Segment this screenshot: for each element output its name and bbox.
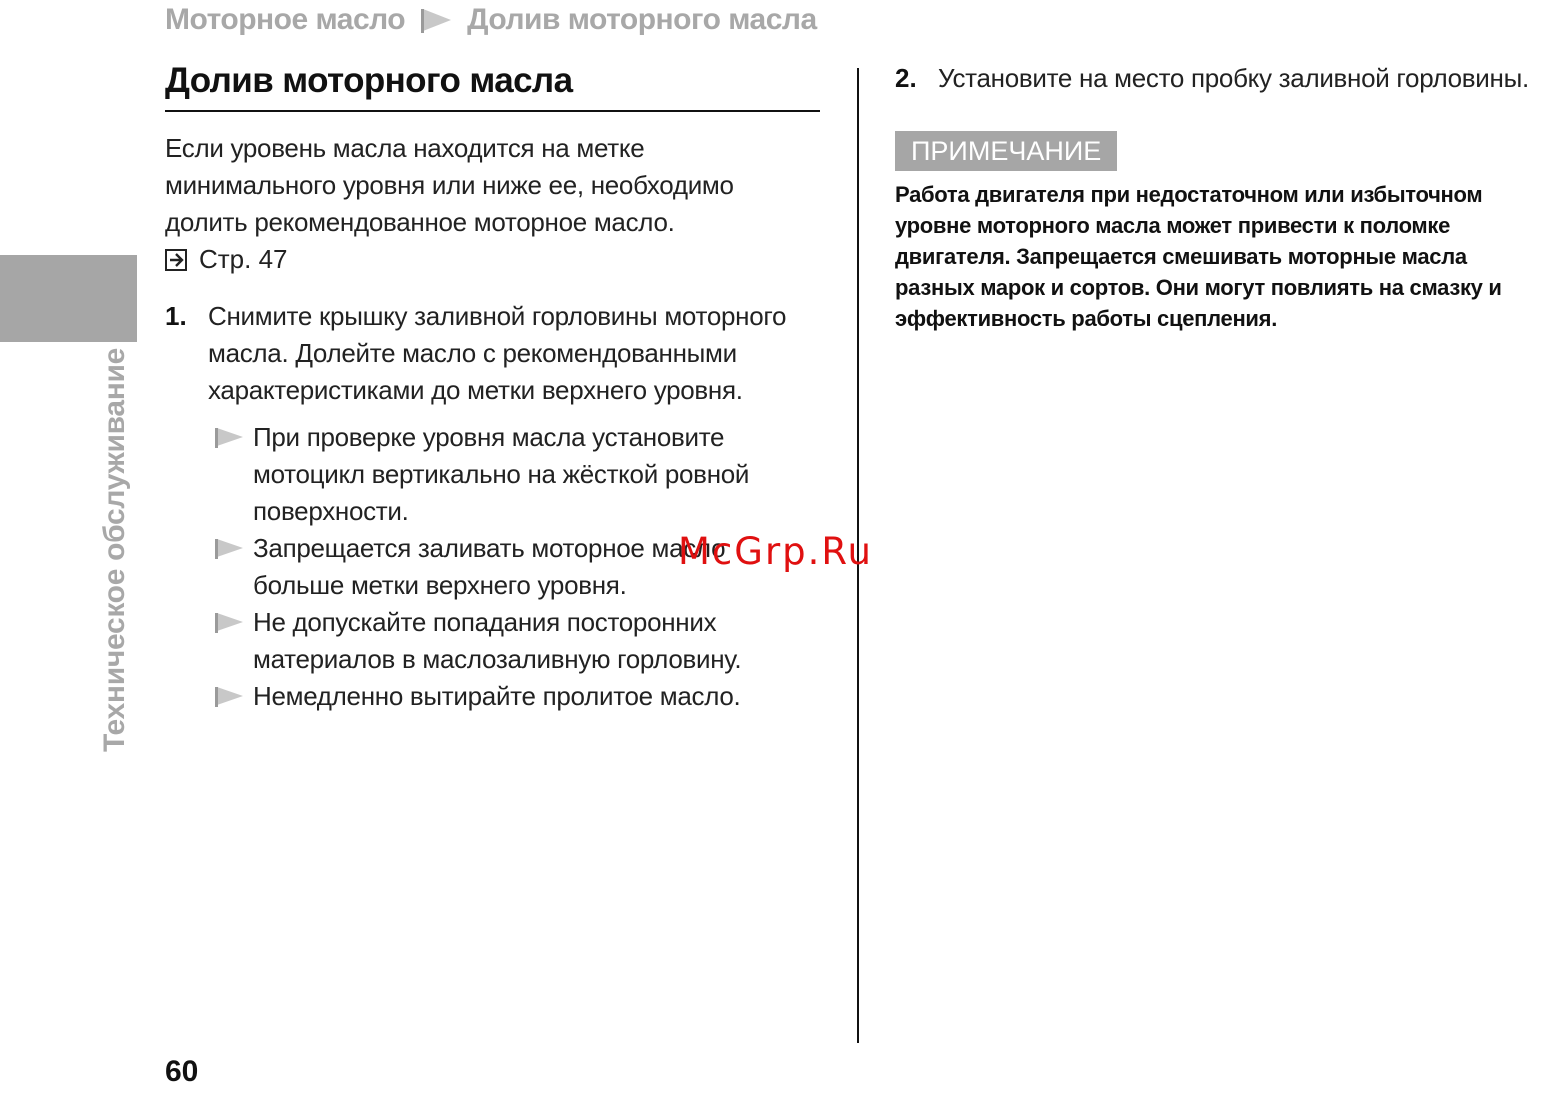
intro-paragraph: Если уровень масла находится на метке минимального уровня или ниже ее, необходимо долить рекомендованное моторное масло.	[165, 133, 734, 237]
list-item-text: При проверке уровня масла установите мотоцикл вертикально на жёсткой ровной поверхности.	[253, 422, 750, 526]
list-item-text: Немедленно вытирайте пролитое масло.	[253, 681, 741, 711]
breadcrumb-section: Моторное масло	[165, 3, 406, 36]
step-2	[895, 60, 1540, 97]
left-column	[165, 60, 820, 719]
page-title: Долив моторного масла	[165, 60, 820, 112]
step-number: 1.	[165, 301, 187, 331]
arrow-right-box-icon	[165, 249, 187, 271]
list-item	[213, 419, 820, 530]
flag-icon	[213, 685, 245, 709]
list-item-text: Не допускайте попадания посторонних материалов в маслозаливную горловину.	[253, 607, 742, 674]
flag-icon	[213, 537, 245, 561]
step-text: Установите на место пробку заливной горловины.	[938, 63, 1529, 93]
page-number: 60	[165, 1055, 199, 1088]
chapter-tab-marker	[0, 255, 137, 342]
note-badge: ПРИМЕЧАНИЕ	[895, 131, 1117, 171]
step-text: Снимите крышку заливной горловины моторного масла. Долейте масло с рекомендованными характеристиками до метки верхнего уровня.	[208, 301, 787, 405]
step-number: 2.	[895, 63, 917, 93]
chapter-label: Техническое обслуживание	[98, 347, 131, 752]
step-1	[165, 298, 820, 409]
breadcrumb-subsection: Долив моторного масла	[467, 3, 817, 36]
note-text: Работа двигателя при недостаточном или избыточном уровне моторного масла может привести к поломке двигателя. Запрещается смешивать моторные масла разных марок и сортов. Они могут повлиять на смазку и эффективность работы сцепления.	[895, 182, 1502, 331]
flag-icon	[213, 426, 245, 450]
watermark: McGrp.Ru	[678, 530, 873, 573]
list-item	[213, 604, 820, 678]
breadcrumb	[165, 0, 817, 40]
flag-icon	[419, 7, 453, 33]
list-item-text: Запрещается заливать моторное масло больше метки верхнего уровня.	[253, 533, 726, 600]
flag-icon	[213, 611, 245, 635]
right-column	[895, 60, 1540, 334]
page-reference-text: Стр. 47	[199, 244, 288, 274]
page-reference	[165, 241, 820, 278]
list-item	[213, 678, 820, 719]
